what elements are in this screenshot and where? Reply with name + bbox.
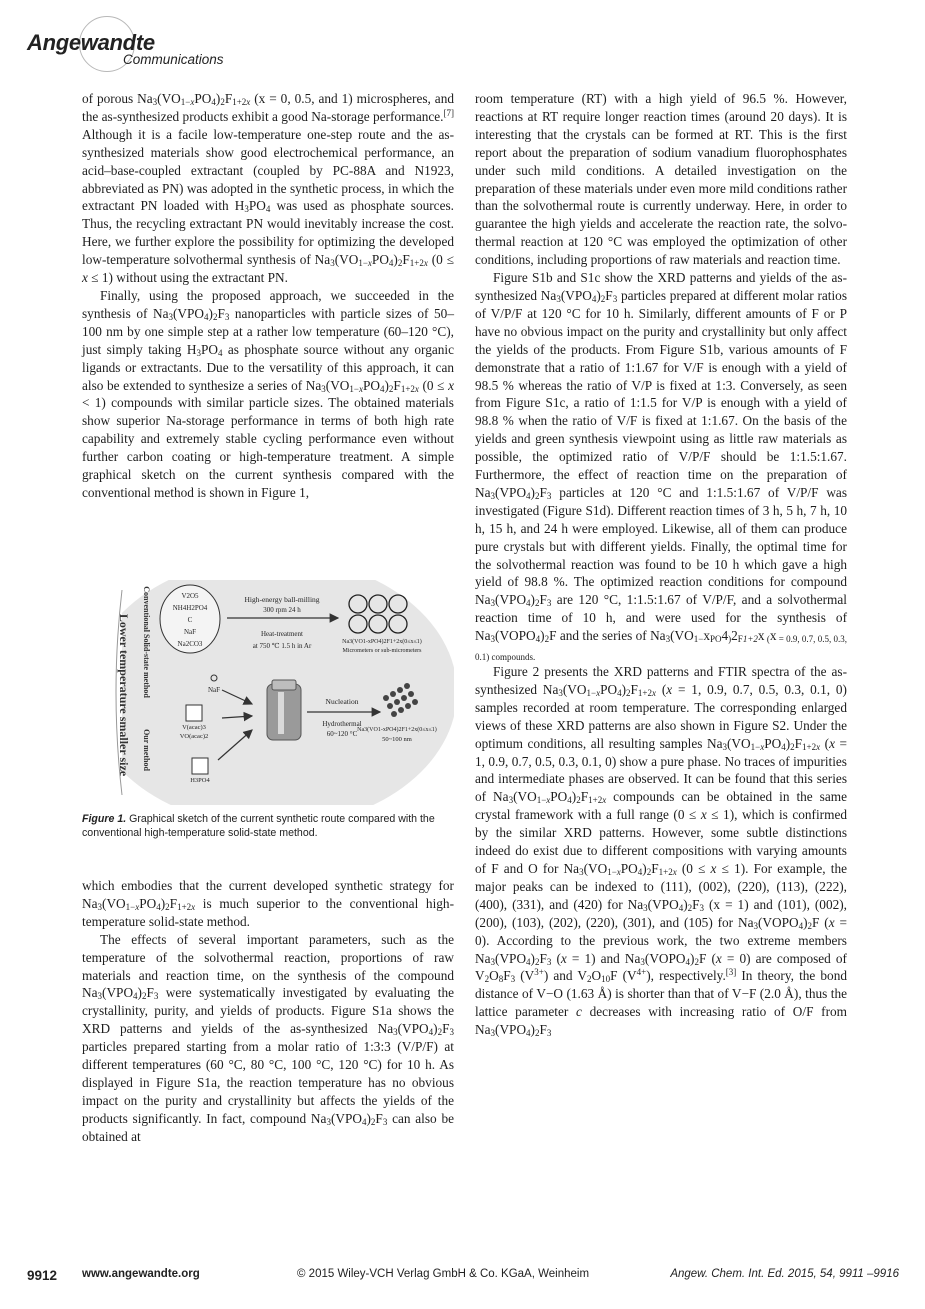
svg-text:C: C (187, 616, 193, 624)
section-label: Communications (123, 52, 224, 67)
svg-text:NaF: NaF (183, 628, 197, 636)
paragraph: of porous $Na_3(VO_{1-x}PO_4)_2F_{1+2x}$ (x = 0, 0.5, and 1) microspheres, and the as-synthesized products exhibit a good Na-storage performance.[7] Although it is a facile low-temperature one-step route and the as-synthesized materials show good electrochemical performance, an acid–base-coupled extractant (coupled by PC-88A and N1923, abbreviated as PN) was adopted in the synthetic process, in which the extractant PN loaded with $H_3PO_4$ was used as phosphate sources. Thus, the recycling extractant PN would inevitably increase the cost. Here, we further explore the possibility for optimizing the developed low-temperature solvothermal synthesis of $Na_3(VO_{1-x}PO_4)_2F_{1+2x}$ (0 ≤ x ≤ 1) without using the extractant PN. (82, 91, 454, 286)
conventional-method-label (142, 586, 151, 698)
side-label (117, 614, 131, 777)
paragraph: Figure 2 presents the XRD patterns and FTIR spectra of the as-synthesized $Na_3(VO_{1-x}PO_4)_2F_{1+2x}$ (x = 1, 0.9, 0.7, 0.5, 0.3, 0.1, 0) samples recorded at room temperature. The corresponding enlarged views of these XRD patterns are also shown in Figure S2. Under the optimum conditions, all resulting samples $Na_3(VO_{1-x}PO_4)_2F_{1+2x}$ (x = 1, 0.9, 0.7, 0.5, 0.3, 0.1, 0) show a pure phase. No traces of impurities and intermediate phases are observed. It can be found that this series of $Na_3(VO_{1-x}PO_4)_2F_{1+2x}$ compounds can be obtained in the same crystal framework with a full range (0 ≤ x ≤ 1), which is confirmed by the similar XRD patterns. However, some subtle distinctions indeed do exist due to different compositions with varying amounts of F and O for $Na_3(VO_{1-x}PO_4)_2F_{1+2x}$ (0 ≤ x ≤ 1). For example, the major peaks can be indexed to (111), (002), (220), (113), (222), (400), (331), and (420) for $Na_3(VPO_4)_2F_3$ (x = 1) and (101), (002), (200), (103), (202), (220), (301), and (105) for $Na_3(VOPO_4)_2F$ (x = 0). According to the previous work, the two extreme members $Na_3(VPO_4)_2F_3$ (x = 1) and $Na_3(VOPO_4)_2F$ (x = 0) are composed of $V_2O_8F_3$ $(V^{3+})$ and $V_2O_{10}F$ $(V^{4+})$, respectively.[3] In theory, the bond distance of V−O (1.63 Å) is shorter than that of V−F (2.0 Å), thus the lattice parameter c decreases with increasing ratio of O/F from $Na_3(VPO_4)_2F_3$ (475, 664, 848, 1039)
vial-icon (186, 705, 202, 721)
vial-icon (192, 758, 208, 774)
right-column (475, 90, 847, 1039)
svg-text:300 rpm 24 h: 300 rpm 24 h (263, 606, 301, 614)
synthesis-sketch (82, 580, 454, 805)
svg-text:Nucleation: Nucleation (325, 697, 359, 706)
our-method-label (142, 729, 151, 771)
svg-text:Hydrothermal: Hydrothermal (322, 720, 362, 728)
figure-caption: Figure 1. Graphical sketch of the current synthetic route compared with the conventional high-temperature solid-state method. (82, 813, 435, 839)
figure-1 (82, 580, 454, 805)
citation-ref: [7] (443, 107, 454, 118)
svg-text:Na3(VO1-xPO4)2F1+2x(0≤x≤1): Na3(VO1-xPO4)2F1+2x(0≤x≤1) (357, 727, 437, 733)
svg-text:Our method: Our method (142, 729, 151, 771)
svg-text:Heat-treatment: Heat-treatment (261, 630, 303, 638)
left-column-top (82, 90, 454, 502)
svg-text:V(acac)3: V(acac)3 (182, 724, 206, 731)
journal-logo: Angewandte (27, 30, 155, 55)
page-number: 9912 (27, 1268, 58, 1283)
svg-text:VO(acac)2: VO(acac)2 (179, 733, 209, 740)
svg-text:NH4H2PO4: NH4H2PO4 (172, 604, 208, 612)
paragraph: Finally, using the proposed approach, we succeeded in the synthesis of $Na_3(VPO_4)_2F_3$ nanoparticles with particle sizes of 50–100 nm by one simple step at a rather low temperature (60–120 °C), just simply taking $H_3PO_4$ as phosphate source without any organic ligands or extractants. Due to the versatility of this approach, it can also be extended to synthesize a series of $Na_3(VO_{1-x}PO_4)_2F_{1+2x}$ (0 ≤ x < 1) compounds with similar particle sizes. The obtained materials show superior Na-storage performance in terms of both high rate capability and extremely stable cycling performance even without further carbon coating or high-temperature treatment. A simple graphical sketch on the current synthesis compared with the conventional method is shown in Figure 1, (82, 287, 454, 500)
paragraph: Figure S1b and S1c show the XRD patterns and yields of the as-synthesized $Na_3(VPO_4)_2F_3$ particles prepared at different molar ratios of V/P/F at 120 °C for 10 h. Similarly, different amounts of F or P have no obvious impact on the purity and crystallinity but only affect the yields of the products. From Figure S1b, various amounts of F demonstrate that a ratio of 1:1.67 for V/F is enough with a yield of 98.5 % whereas the ratio of V/P is fixed at 1:3. Conversely, as seen from Figure S1c, a ratio of 1:1.5 for V/P is enough with a yield of 98.8 % when the ratio of V/F is fixed at 1:1.67. On the basis of the yields and green synthesis viewpoint using as little raw materials as possible, the optimized ratio of V/P/F should be 1:1.5:1.67. Furthermore, the effect of reaction time on the preparation of $Na_3(VPO_4)_2F_3$ particles at 120 °C and 1:1.5:1.67 of V/P/F was investigated (Figure S1d). Different reaction times of 3 h, 5 h, 7 h, 10 h, 15 h, and 24 h were employed. Likewise, all of them can produce pure crystals but with different yields. Finally, the optimal time for the solvothermal reaction was found to be 10 h which gave a high yield of 98.8 %. The optimized reaction conditions for compound $Na_3(VPO_4)_2F_3$ are 120 °C, 1:1.5:1.67 of V/P/F, and a solvothermal reaction time of 10 h, and were used for the synthesis of $Na_3(VOPO_4)_2F$ and the series of $Na_3(VO_{1-}x_{PO}4_)2_{F1+2}x$ $_($x $_{= 0.9, 0.7, 0.5, 0.3, 0.1) compounds.}$ (475, 270, 848, 663)
paragraph: room temperature (RT) with a high yield of 96.5 %. However, reactions at RT require longer reaction times (around 20 days). It is interesting that the crystals can be formed at RT. This is the first report about the preparation of sodium vanadium fluorophosphates under such mild conditions. A detailed investigation on the preparation of these materials under even more mild conditions rather than the solvothermal route is currently underway. Here, in order to guarantee the high yields and accelerate the reaction rate, the solvothermal reaction at 120 °C was employed the optimization of other conditions, including proportions of raw materials and reaction time. (475, 91, 847, 268)
svg-text:V2O5: V2O5 (181, 592, 199, 600)
svg-text:H3PO4: H3PO4 (190, 777, 210, 784)
copyright: © 2015 Wiley-VCH Verlag GmbH & Co. KGaA, Weinheim (297, 1268, 590, 1280)
journal-citation: Angew. Chem. Int. Ed. 2015, 54, 9911 –9916 (670, 1268, 899, 1280)
autoclave-icon (267, 680, 301, 740)
citation-ref: [3] (725, 967, 737, 978)
website-link[interactable]: www.angewandte.org (82, 1268, 200, 1280)
svg-text:50~100 nm: 50~100 nm (382, 736, 412, 743)
paragraph: The effects of several important parameters, such as the temperature of the solvothermal reaction, proportions of raw materials and reaction time, on the synthesis of the compound $Na_3(VPO_4)_2F_3$ were systematically investigated by evaluating the crystallinity, purity, and yields of products. Figure S1a shows the XRD patterns and yields of the as-synthesized $Na_3(VPO_4)_2F_3$ particles prepared starting from a molar ratio of 1:3:3 (V/P/F) at different temperatures (60 °C, 80 °C, 100 °C, 120 °C) for 10 h. As displayed in Figure S1a, the reaction temperature has no obvious impact on the purity and crystallinity but affects the yields of the products significantly. In fact, compound $Na_3(VPO_4)_2F_3$ can also be obtained at (82, 931, 454, 1144)
journal-header (27, 14, 287, 76)
svg-text:60~120 °C: 60~120 °C (326, 730, 358, 738)
svg-text:Conventional Solid-state metho: Conventional Solid-state method (142, 586, 151, 698)
svg-text:Lower temperature smaller siz: Lower temperature smaller size (117, 613, 131, 777)
svg-text:Na2CO3: Na2CO3 (177, 640, 203, 648)
left-column-bottom (82, 877, 454, 1146)
page-footer (27, 1268, 899, 1286)
svg-text:NaF: NaF (207, 686, 221, 694)
paragraph: which embodies that the current developed synthetic strategy for $Na_3(VO_{1-x}PO_4)_2F_{1+2x}$ is much superior to the conventional high-temperature solid-state method. (82, 878, 454, 929)
svg-text:at 750 ℃ 1.5 h in Ar: at 750 ℃ 1.5 h in Ar (252, 642, 312, 650)
svg-text:High-energy ball-milling: High-energy ball-milling (244, 595, 320, 604)
svg-text:Na3(VO1-xPO4)2F1+2x(0≤x≤1): Na3(VO1-xPO4)2F1+2x(0≤x≤1) (342, 639, 422, 645)
svg-text:Micrometers or sub-micrometers: Micrometers or sub-micrometers (342, 648, 422, 654)
